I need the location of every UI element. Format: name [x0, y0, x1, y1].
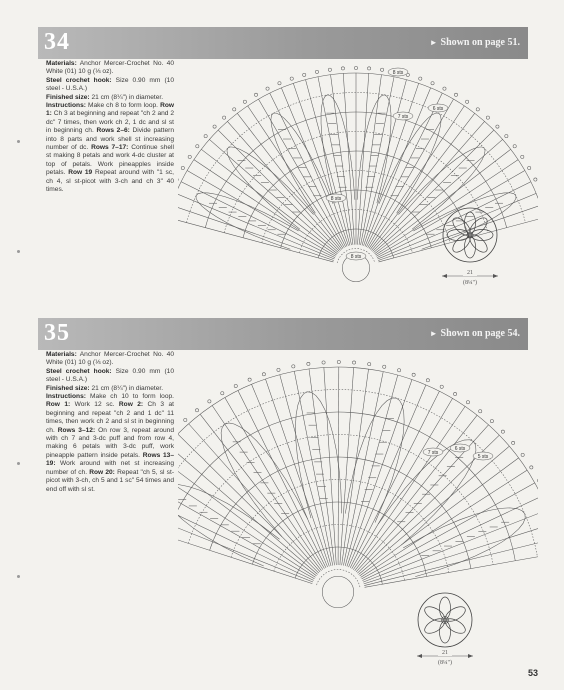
binder-dot	[17, 575, 20, 578]
chart-picot	[254, 93, 257, 96]
chart-picot	[196, 145, 199, 148]
chart-spoke	[359, 75, 381, 245]
chart-spoke	[294, 371, 332, 565]
binder-dot	[17, 140, 20, 143]
chart-picot	[277, 368, 280, 371]
row-label: Row 20:	[89, 468, 115, 476]
chart-spoke	[238, 390, 326, 567]
chart-picot	[292, 365, 295, 368]
chart-picot	[233, 108, 236, 111]
chart-picot	[397, 369, 400, 372]
chart-picot	[278, 82, 281, 85]
chart-picot	[530, 466, 533, 469]
chart-spoke	[178, 522, 312, 583]
chart-picot	[307, 362, 310, 365]
chart-picot	[208, 400, 211, 403]
schematic-petal	[440, 621, 451, 643]
schematic-petal	[467, 232, 490, 255]
row-label: Rows 2–6:	[96, 127, 130, 135]
chart-stitch-count-label: 6 sts	[454, 446, 466, 452]
chart-picot	[521, 155, 524, 158]
schematic-petal	[440, 597, 451, 619]
chart-spoke	[309, 369, 335, 565]
chart-picot	[213, 125, 216, 128]
chart-picot	[466, 401, 469, 404]
size-label: Finished size:	[46, 384, 90, 392]
materials-text: Anchor Mercer-Crochet No. 40 White (01) 10 g (⅓ oz).	[46, 60, 174, 76]
size-text: 21 cm (8¼") in diameter.	[89, 93, 164, 101]
chart-petal-outline	[357, 95, 391, 203]
chart-picot	[513, 145, 516, 148]
row-text: Work around with net st increasing number of ch.	[46, 460, 174, 476]
row-text: Divide pattern into 8 parts and work shell st increasing number of dc.	[46, 127, 174, 152]
chart-stitch-count-label: 8 sts	[330, 196, 342, 202]
chart-picot	[204, 135, 207, 138]
schematic-petal	[450, 232, 473, 255]
chart-picot	[354, 66, 357, 69]
chart-linework	[178, 360, 538, 607]
row-text: Ch 3 at beginning and repeat "ch 2 and 2 dc" 7 times, then work ch 2, 1 dc and sl st in beginning ch.	[46, 110, 174, 135]
chart-picot	[512, 441, 515, 444]
chart-picot	[337, 360, 340, 363]
chart-petal-outline	[196, 193, 299, 249]
hook-text: Size 0.90 mm (10 steel - U.S.A.)	[46, 367, 174, 384]
chart-spoke	[178, 482, 314, 579]
hook-text: Size 0.90 mm (10 steel - U.S.A.)	[46, 76, 174, 93]
chart-picot	[290, 77, 293, 80]
chart-picot	[243, 100, 246, 103]
chart-picot	[466, 100, 469, 103]
chart-spoke	[324, 367, 336, 565]
instructions-text: Make ch 8 to form loop.	[85, 102, 161, 110]
shown-on-text: Shown on page 51.	[440, 37, 520, 48]
chart-picot	[184, 418, 187, 421]
chart-picot	[476, 108, 479, 111]
chart-row-arc	[210, 457, 471, 569]
crochet-chart-35	[178, 354, 538, 654]
row-label: Rows 7–17:	[91, 144, 129, 152]
size-label: Finished size:	[46, 93, 90, 101]
materials-label: Materials:	[46, 351, 77, 358]
chart-spoke	[358, 73, 369, 244]
row-label: Rows 3–12:	[57, 426, 96, 434]
chart-stitch-count-label: 7 sts	[397, 114, 409, 120]
chart-picot	[188, 155, 191, 158]
chart-picot	[341, 67, 344, 70]
pattern-instructions	[46, 60, 174, 195]
binder-dot	[17, 250, 20, 253]
chart-stitch-count-label: 6 sts	[432, 106, 444, 112]
chart-row-arc	[252, 502, 426, 576]
row-label: Rows 13–19:	[46, 451, 174, 468]
shown-on-text: Shown on page 54.	[440, 328, 520, 339]
chart-spoke	[340, 368, 354, 566]
size-text: 21 cm (8¼") in diameter.	[89, 384, 164, 392]
schematic-flower-35	[415, 590, 475, 650]
row-text: On row 3, repeat around with ch 7 and 3-dc puff and from row 4, making 6 petals with 3-dc puff, work pineapple pattern inside petals.	[46, 426, 174, 459]
chart-petal-outline	[321, 95, 355, 203]
chart-spoke	[178, 193, 334, 259]
instructions-text: Make ch 10 to form loop.	[85, 393, 174, 401]
chart-petal-outline	[379, 113, 441, 213]
chart-spoke	[355, 415, 477, 571]
chart-spoke	[349, 385, 426, 567]
pattern-number: 35	[44, 320, 70, 346]
chart-picot	[479, 410, 482, 413]
chart-spoke	[178, 508, 313, 582]
chart-spoke	[343, 372, 383, 566]
schematic-petal	[450, 215, 473, 238]
chart-spoke	[345, 375, 398, 566]
chart-spoke	[200, 414, 321, 570]
schematic-flower-34	[440, 205, 500, 265]
chart-picot	[453, 392, 456, 395]
chart-picot	[412, 373, 415, 376]
chart-picot	[352, 361, 355, 364]
chart-picot	[234, 384, 237, 387]
instructions-label: Instructions:	[46, 393, 86, 401]
chart-picot	[426, 379, 429, 382]
chart-stitch-count-label: 5 sts	[477, 454, 489, 460]
arrow-icon: ►	[429, 38, 438, 47]
row-text: Continue shell st making 8 petals and work 4-dc cluster at top of petals. Work pineapples inside petals.	[46, 144, 174, 177]
chart-picot	[328, 68, 331, 71]
dimension-label: 21	[463, 270, 477, 276]
pattern-instructions	[46, 351, 174, 494]
chart-picot	[521, 453, 524, 456]
pattern-header-bar	[38, 27, 528, 59]
chart-picot	[221, 392, 224, 395]
chart-picot	[315, 70, 318, 73]
chart-spoke	[178, 218, 333, 262]
chart-picot	[496, 125, 499, 128]
chart-picot	[419, 77, 422, 80]
chart-petal-outline	[345, 398, 404, 523]
chart-petal-outline	[403, 508, 525, 577]
chart-row-arc	[231, 480, 449, 573]
chart-row-arc	[178, 73, 538, 218]
hook-label: Steel crochet hook:	[46, 367, 112, 375]
instructions-label: Instructions:	[46, 102, 86, 110]
chart-row-arc	[317, 570, 361, 589]
chart-picot	[440, 385, 443, 388]
chart-picot	[454, 93, 457, 96]
chart-spoke	[178, 457, 316, 576]
chart-picot	[367, 67, 370, 70]
pattern-header-bar	[38, 318, 528, 350]
chart-picot	[486, 116, 489, 119]
chart-picot	[368, 363, 371, 366]
chart-picot	[195, 409, 198, 412]
schematic-petal	[467, 215, 490, 238]
dimension-sub-label: (8¼")	[438, 660, 452, 666]
chart-spoke	[318, 77, 351, 245]
row-label: Row 19	[68, 169, 93, 177]
chart-stitch-count-label: 8 sts	[350, 254, 362, 260]
chart-picot	[266, 87, 269, 90]
row-label: Row 2:	[118, 401, 144, 409]
dimension-sub-label: (8¼")	[463, 280, 477, 286]
chart-picot	[528, 166, 531, 169]
chart-spoke	[212, 405, 323, 569]
chart-picot	[501, 430, 504, 433]
shown-on-page-ref	[430, 328, 520, 339]
chart-picot	[303, 73, 306, 76]
row-text: Repeat "ch 5, sl st-picot with 3-ch, ch 5 and 1 sc" 54 times and end off with sl st.	[46, 468, 175, 493]
row-text: Ch 3 at beginning and repeat "ch 2 and 1 dc" 11 times, then work ch 2 and sl st in beginning ch.	[46, 401, 174, 434]
arrow-icon: ►	[429, 329, 438, 338]
chart-spoke	[178, 434, 319, 573]
chart-spoke	[353, 406, 465, 569]
chart-picot	[248, 378, 251, 381]
dimension-label: 21	[438, 650, 452, 656]
chart-picot	[381, 68, 384, 71]
chart-picot	[322, 361, 325, 364]
row-text: Work 12 sc.	[70, 401, 119, 409]
chart-stitch-count-label: 8 sts	[392, 70, 404, 76]
chart-spoke	[343, 73, 354, 244]
chart-spoke	[178, 445, 318, 574]
chart-spoke	[350, 391, 439, 568]
chart-picot	[181, 166, 184, 169]
page-number: 53	[527, 668, 538, 678]
row-label: Row 1:	[46, 401, 71, 409]
materials-text: Anchor Mercer-Crochet No. 40 White (01) 10 g (⅓ oz).	[46, 351, 174, 367]
hook-label: Steel crochet hook:	[46, 76, 112, 84]
chart-picot	[262, 373, 265, 376]
row-label: Row 1:	[46, 102, 174, 118]
materials-label: Materials:	[46, 60, 77, 67]
chart-spoke	[362, 483, 535, 579]
chart-picot	[443, 87, 446, 90]
chart-picot	[505, 135, 508, 138]
chart-picot	[431, 82, 434, 85]
binder-dot	[17, 462, 20, 465]
row-text: Repeat around with "1 sc, ch 4, sl st-picot with 3-ch and ch 3" 40 times.	[46, 169, 174, 194]
chart-spoke	[187, 171, 336, 257]
chart-stitch-count-label: 7 sts	[427, 450, 439, 456]
chart-picot	[223, 116, 226, 119]
chart-picot	[490, 419, 493, 422]
chart-petal-outline	[271, 113, 333, 213]
pattern-number: 34	[44, 29, 70, 55]
chart-spoke	[331, 75, 353, 245]
chart-spoke	[364, 524, 538, 584]
chart-picot	[534, 178, 537, 181]
shown-on-page-ref	[430, 37, 520, 48]
chart-center-ring	[322, 576, 354, 608]
chart-spoke	[361, 470, 527, 577]
chart-picot	[383, 365, 386, 368]
